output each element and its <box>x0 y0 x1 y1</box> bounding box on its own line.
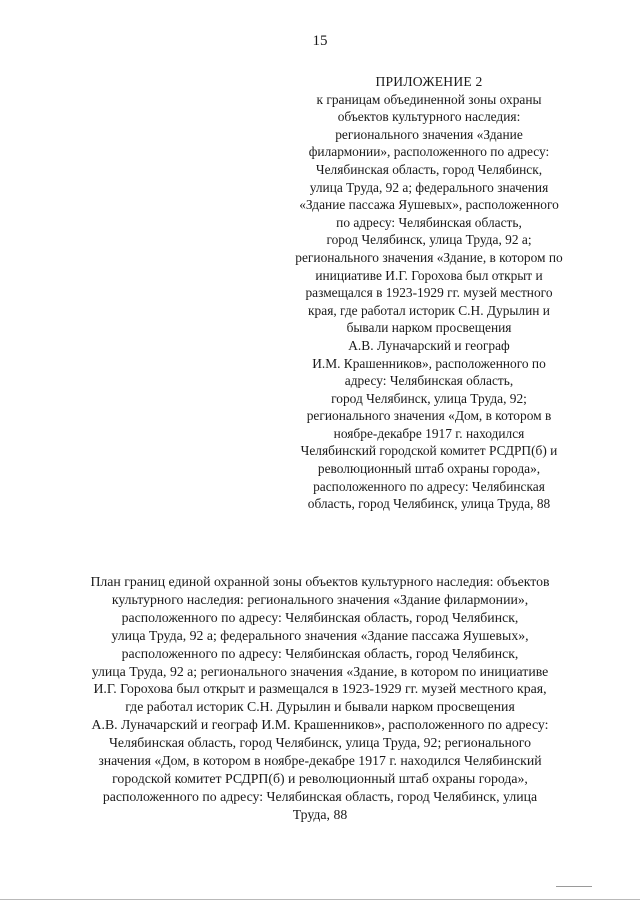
appendix-line: размещался в 1923-1929 гг. музей местного <box>305 285 553 301</box>
appendix-line: регионального значения «Здание <box>335 126 523 142</box>
appendix-line: город Челябинск, улица Труда, 92; <box>331 390 527 406</box>
plan-title-line: улица Труда, 92 а; регионального значения «Здание, в котором по инициативе <box>91 663 549 679</box>
plan-title-line: расположенного по адресу: Челябинская область, город Челябинск, улица <box>102 788 538 804</box>
appendix-line: инициативе И.Г. Горохова был открыт и <box>315 267 543 283</box>
plan-title-line: Труда, 88 <box>292 806 348 822</box>
plan-title-line: Челябинская область, город Челябинск, улица Труда, 92; регионального <box>108 735 532 751</box>
appendix-line: по адресу: Челябинская область, <box>336 214 522 230</box>
plan-title-line: План границ единой охранной зоны объектов культурного наследия: объектов <box>90 574 550 589</box>
appendix-line: филармонии», расположенного по адресу: <box>308 144 550 160</box>
appendix-line: улица Труда, 92 а; федерального значения <box>309 179 549 195</box>
appendix-line: расположенного по адресу: Челябинская <box>313 478 545 494</box>
appendix-line: «Здание пассажа Яушевых», расположенного <box>299 197 559 213</box>
plan-title-line: расположенного по адресу: Челябинская область, город Челябинск, <box>121 609 519 625</box>
appendix-line: регионального значения «Дом, в котором в <box>306 408 552 424</box>
appendix-line: И.М. Крашенников», расположенного по <box>312 355 546 371</box>
appendix-line: ноябре-декабре 1917 г. находился <box>333 425 525 441</box>
scan-edge-mark <box>556 886 592 887</box>
plan-title-line: А.В. Луначарский и географ И.М. Крашенников», расположенного по адресу: <box>91 717 549 733</box>
plan-title-line: И.Г. Горохова был открыт и размещался в 1923-1929 гг. музей местного края, <box>93 681 547 697</box>
appendix-line: Челябинская область, город Челябинск, <box>315 161 543 177</box>
appendix-line: объектов культурного наследия: <box>337 109 521 125</box>
appendix-line: Челябинский городской комитет РСДРП(б) и <box>300 443 558 459</box>
appendix-line: адресу: Челябинская область, <box>344 373 514 389</box>
appendix-line: область, город Челябинск, улица Труда, 88 <box>307 496 551 512</box>
plan-title-block <box>40 573 600 824</box>
appendix-block <box>268 73 590 513</box>
appendix-line: бывали нарком просвещения <box>346 320 512 336</box>
appendix-line: к границам объединенной зоны охраны <box>316 91 542 107</box>
appendix-heading: ПРИЛОЖЕНИЕ 2 <box>375 74 483 89</box>
plan-title-line: где работал историк С.Н. Дурылин и бывали нарком просвещения <box>125 699 515 715</box>
scan-bottom-edge <box>0 899 640 900</box>
appendix-line: края, где работал историк С.Н. Дурылин и <box>308 302 550 318</box>
appendix-line: город Челябинск, улица Труда, 92 а; <box>326 232 532 248</box>
plan-title-line: расположенного по адресу: Челябинская область, город Челябинск, <box>121 645 519 661</box>
appendix-line: революционный штаб охраны города», <box>317 461 541 477</box>
plan-title-line: значения «Дом, в котором в ноябре-декабре 1917 г. находился Челябинский <box>98 753 542 769</box>
appendix-line: А.В. Луначарский и географ <box>348 337 510 353</box>
plan-title-line: улица Труда, 92 а; федерального значения «Здание пассажа Яушевых», <box>111 627 529 643</box>
appendix-line: регионального значения «Здание, в котором по <box>295 249 563 265</box>
page-number: 15 <box>312 33 328 49</box>
plan-title-line: культурного наследия: регионального значения «Здание филармонии», <box>111 591 529 607</box>
plan-title-line: городской комитет РСДРП(б) и революционный штаб охраны города», <box>112 770 528 786</box>
